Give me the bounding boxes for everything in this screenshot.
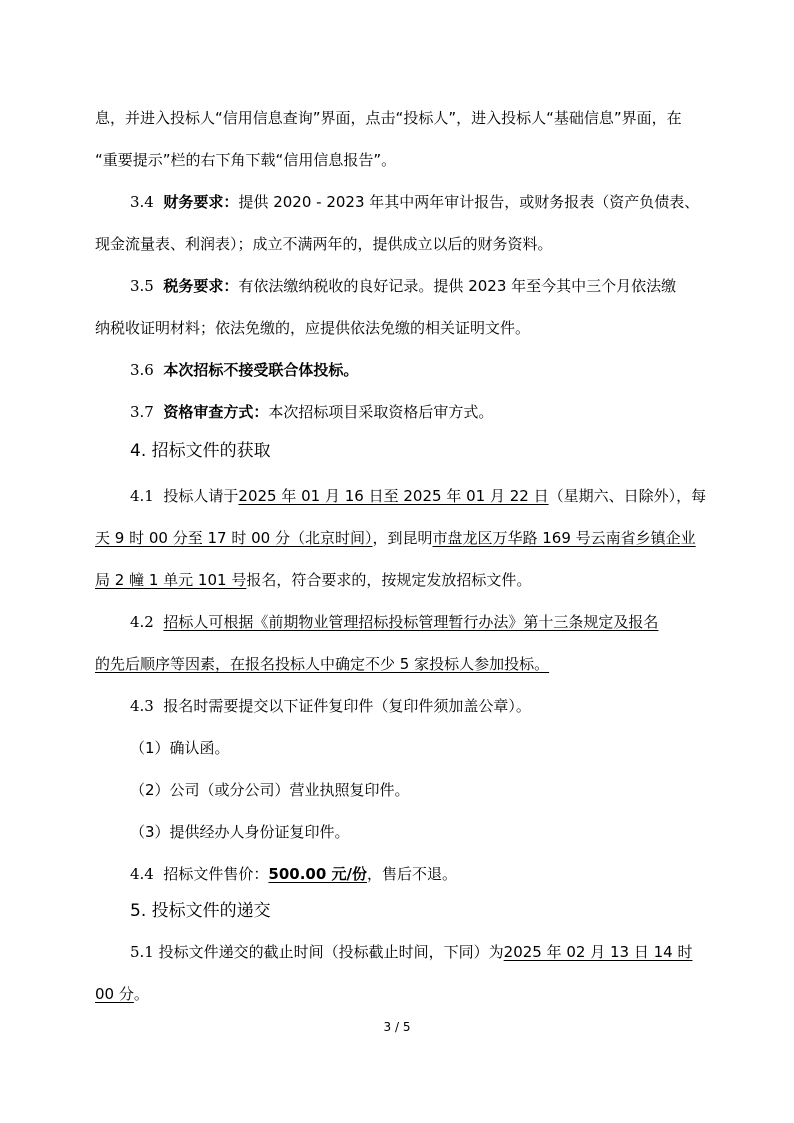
page-number: 3 / 5 (383, 1020, 411, 1034)
deadline-time: 00 分 (95, 985, 134, 1003)
section-5-1 (130, 942, 692, 962)
section-text: 报名，符合要求的，按规定发放招标文件。 (246, 571, 532, 589)
list-item: （1）确认函。 (130, 739, 230, 757)
section-number: 4.4 (130, 865, 154, 883)
section-text: 提供 2020 - 2023 年其中两年审计报告，或财务报表（资产负债表、 (238, 193, 700, 211)
section-4-4 (130, 864, 457, 884)
section-number: 4.3 (130, 697, 154, 715)
section-text: 招标人可根据《前期物业管理招标投标管理暂行办法》第十三条规定及报名 (163, 613, 659, 631)
deadline-date: 2025 年 02 月 13 日 14 时 (503, 943, 693, 961)
section-number: 4.2 (130, 613, 154, 631)
document-price: 500.00 元/份 (268, 865, 368, 883)
section-text: 报名时需要提交以下证件复印件（复印件须加盖公章）。 (163, 697, 531, 715)
section-number: 3.6 (130, 361, 154, 379)
section-number: 3.7 (130, 403, 154, 421)
section-title: 财务要求： (163, 193, 239, 211)
para-line: 息，并进入投标人“信用信息查询”界面，点击“投标人”，进入投标人“基础信息”界面，在 (95, 109, 682, 127)
para-line: 现金流量表、利润表）；成立不满两年的，提供成立以后的财务资料。 (95, 235, 553, 253)
section-text: 本次招标项目采取资格后审方式。 (268, 403, 494, 421)
para-line (95, 654, 549, 674)
section-text: ，售后不退。 (367, 865, 458, 883)
section-text: 招标文件售价： (163, 865, 269, 883)
section-text: 投标文件递交的截止时间（投标截止时间，下同）为 (158, 943, 504, 961)
section-number: 3.5 (130, 277, 154, 295)
registration-dates: 2025 年 01 月 16 日至 2025 年 01 月 22 日 (238, 487, 549, 505)
para-line: 纳税收证明材料；依法免缴的，应提供依法免缴的相关证明文件。 (95, 319, 531, 337)
para-line: “重要提示”栏的右下角下载“信用信息报告”。 (95, 151, 397, 169)
registration-address-cont: 局 2 幢 1 单元 101 号 (95, 571, 247, 589)
para-line (95, 528, 696, 548)
heading-section-5: 5. 投标文件的递交 (130, 901, 271, 921)
section-3-4 (130, 192, 699, 212)
section-text: 投标人请于 (163, 487, 239, 505)
section-4-1 (130, 486, 706, 506)
section-text: 有依法缴纳税收的良好记录。提供 2023 年至今其中三个月依法缴 (238, 277, 677, 295)
section-text: ，到昆明 (372, 529, 433, 547)
heading-section-4: 4. 招标文件的获取 (130, 441, 271, 461)
section-title: 税务要求： (163, 277, 239, 295)
list-item: （2）公司（或分公司）营业执照复印件。 (130, 781, 410, 799)
section-3-6 (130, 360, 358, 380)
section-text: 。 (133, 985, 149, 1003)
registration-address: 市盘龙区万华路 169 号云南省乡镇企业 (432, 529, 696, 547)
list-item: （3）提供经办人身份证复印件。 (130, 823, 350, 841)
para-line (95, 984, 149, 1004)
section-text: （星期六、日除外），每 (548, 487, 707, 505)
section-number: 4.1 (130, 487, 154, 505)
section-number: 3.4 (130, 193, 154, 211)
section-number: 5.1 (130, 943, 154, 961)
registration-hours: 天 9 时 00 分至 17 时 00 分（北京时间） (95, 529, 373, 547)
section-3-5 (130, 276, 676, 296)
section-text: 的先后顺序等因素，在报名投标人中确定不少 5 家投标人参加投标。 (95, 655, 550, 673)
section-title: 资格审查方式： (163, 403, 269, 421)
section-4-2 (130, 612, 658, 632)
section-title: 本次招标不接受联合体投标。 (163, 361, 359, 379)
section-3-7 (130, 402, 493, 422)
section-4-3 (130, 696, 531, 716)
para-line (95, 570, 531, 590)
